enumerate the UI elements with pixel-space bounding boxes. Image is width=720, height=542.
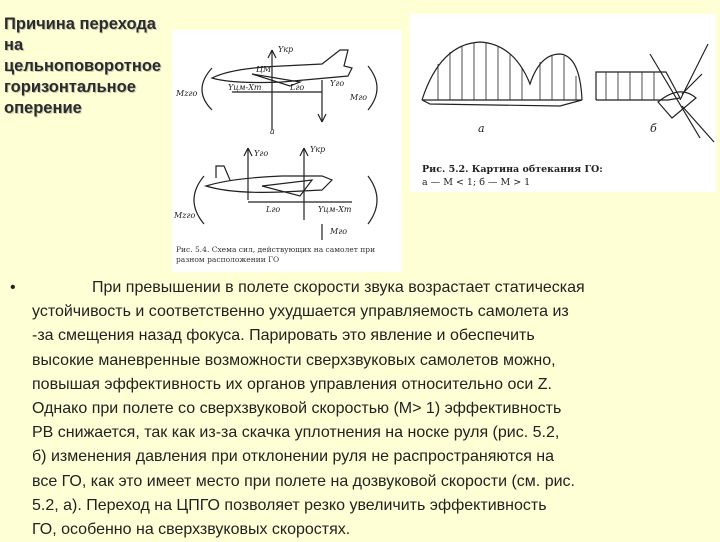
figure-right-caption-line1: Рис. 5.2. Картина обтекания ГО:	[422, 164, 603, 175]
label-lgo: Lго	[290, 83, 305, 92]
label-yxp-top: Yкр	[278, 45, 294, 54]
figure-left-caption-line2: разном расположении ГО	[176, 255, 280, 264]
flow-pattern-figure	[410, 14, 716, 192]
body-line: б) изменения давления при отклонении руля не распространяются на	[32, 448, 555, 466]
label-a: а	[270, 127, 275, 136]
title-line: на	[4, 36, 24, 54]
label-lgo2: Lго	[266, 205, 281, 214]
body-line: Однако при полете со сверхзвуковой скоростью (M> 1) эффективность	[32, 400, 562, 418]
body-line: 5.2, а). Переход на ЦПГО позволяет резко увеличить эффективность	[32, 496, 547, 514]
body-paragraph	[32, 276, 716, 542]
figure-right-caption-line2: а — M < 1; б — M > 1	[422, 177, 531, 188]
bullet-marker: •	[10, 279, 16, 296]
title-line: горизонтальное	[4, 78, 136, 96]
label-ygo: Yго	[330, 79, 345, 88]
label-ymc: Yцм-Xт	[228, 83, 262, 92]
body-line: повышая эффективность их органов управления относительно оси Z.	[32, 375, 552, 393]
body-line: При превышении в полете скорости звука возрастает статическая	[92, 279, 585, 296]
label-yr: Yго	[254, 149, 269, 158]
label-a: а	[478, 122, 485, 135]
title-line: оперение	[4, 99, 82, 117]
flow-pattern-diagram	[410, 14, 716, 192]
label-mzgo2: Mzго	[174, 211, 196, 220]
title-line: цельноповоротное	[4, 57, 162, 75]
body-line: все ГО, как это имеет место при полете на дозвуковой скорости (см. рис.	[32, 472, 575, 490]
label-yxp-bottom: Yкр	[310, 145, 326, 154]
body-line: -за смещения назад фокуса. Парировать это явление и обеспечить	[32, 327, 535, 345]
force-scheme-figure	[172, 30, 402, 272]
body-line: ГО, особенно на сверхзвуковых скоростях.	[32, 521, 351, 539]
label-mgo: Mго	[350, 93, 368, 102]
label-cm: ЦМ	[256, 65, 272, 74]
label-mzgo: Mzго	[176, 89, 198, 98]
label-mgo2: Mго	[330, 227, 348, 236]
label-ycm2: Yцм-Xт	[318, 205, 352, 214]
figure-left-caption-line1: Рис. 5.4. Схема сил, действующих на самолет при	[176, 245, 376, 254]
label-b: б	[650, 122, 657, 135]
body-line: высокие маневренные возможности сверхзвуковых самолетов можно,	[32, 351, 556, 369]
body-line: РВ снижается, так как из-за скачка уплотнения на носке руля (рис. 5.2,	[32, 424, 560, 442]
body-line: устойчивость и соответственно ухудшается управляемость самолета из	[32, 303, 569, 321]
force-scheme-diagram	[172, 30, 402, 272]
title-line: Причина перехода	[4, 15, 156, 33]
